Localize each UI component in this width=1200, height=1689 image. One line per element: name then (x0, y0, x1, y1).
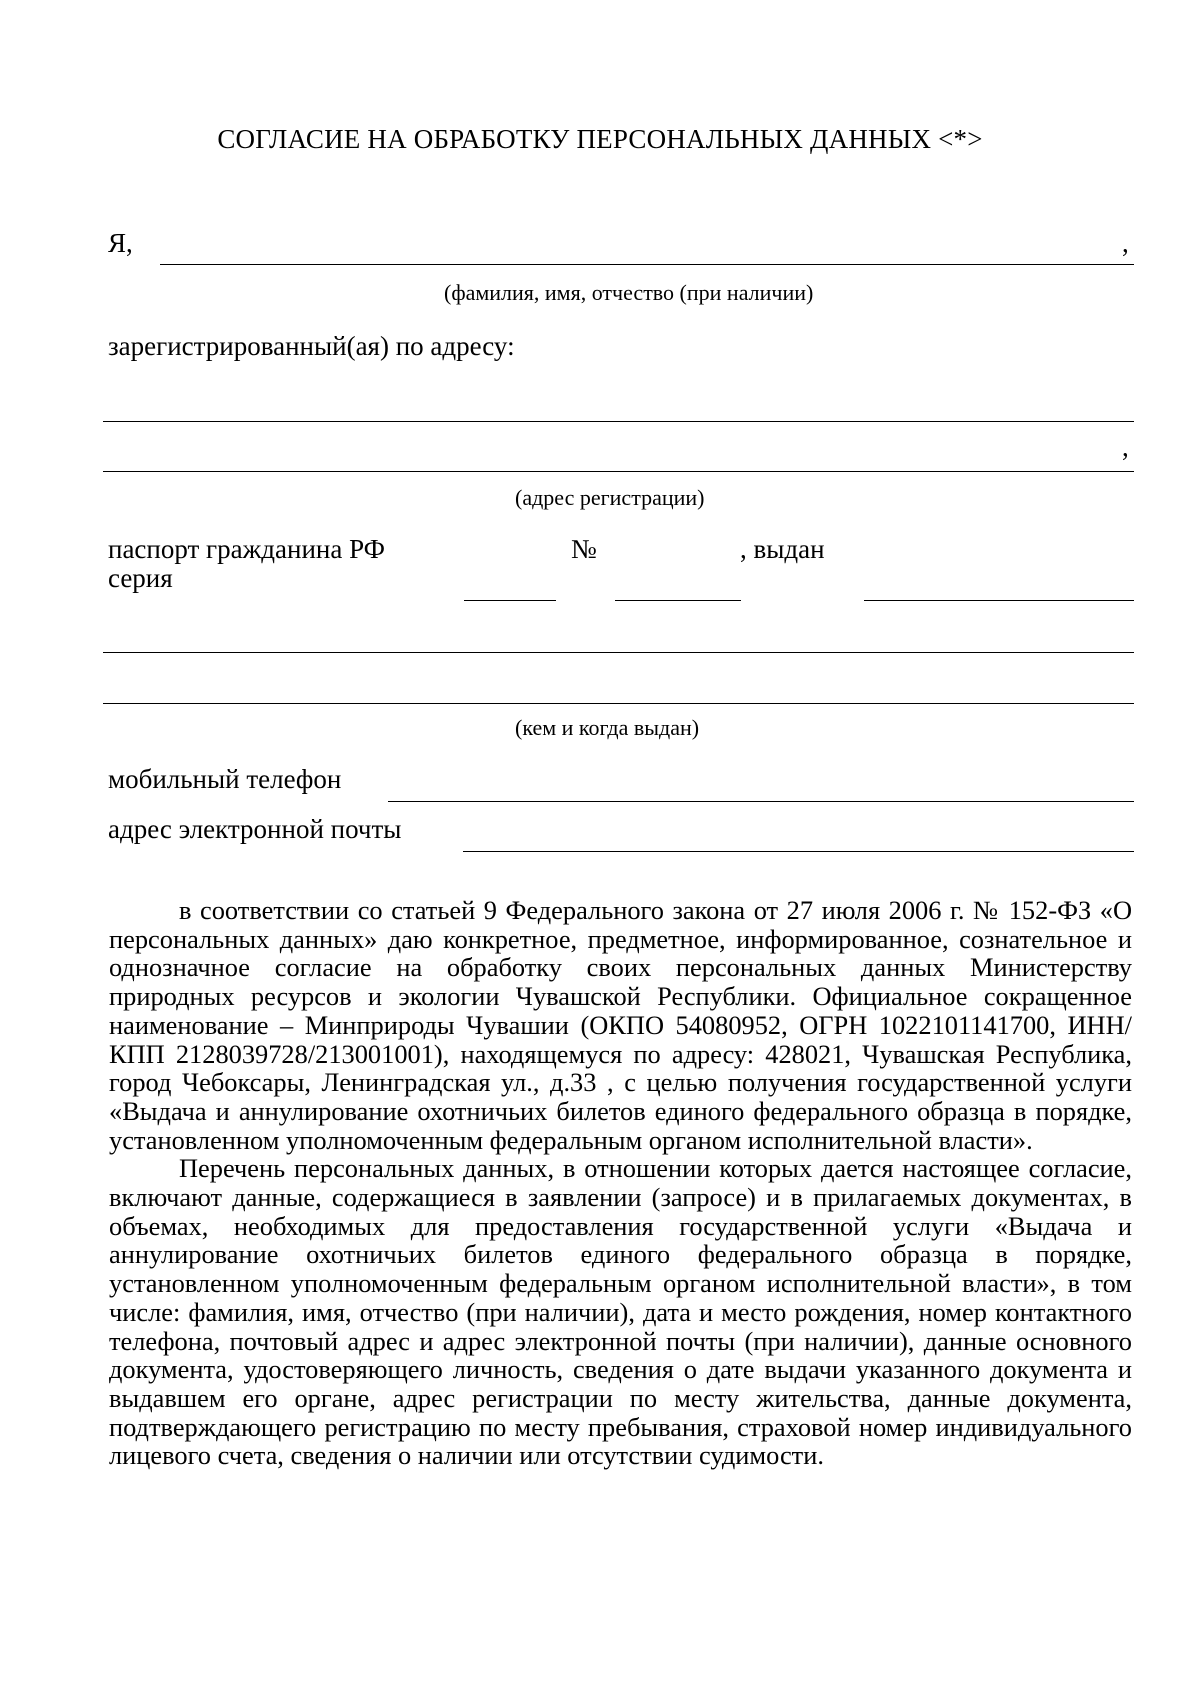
address-line-1 (103, 421, 1134, 422)
phone-line (388, 801, 1134, 802)
issued-label: , выдан (740, 534, 825, 564)
address-caption: (адрес регистрации) (515, 485, 705, 510)
fio-comma: , (1122, 228, 1129, 258)
issued-caption: (кем и когда выдан) (515, 715, 700, 740)
registered-label: зарегистрированный(ая) по адресу: (108, 331, 515, 361)
fio-line (160, 264, 1134, 265)
passport-label: паспорт гражданина РФ (108, 534, 385, 564)
fio-caption: (фамилия, имя, отчество (при наличии) (444, 280, 814, 305)
address-comma: , (1122, 432, 1129, 462)
email-line (463, 851, 1134, 852)
consent-paragraph: в соответствии со статьей 9 Федерального закона от 27 июля 2006 г. № 152-ФЗ «О персональных данных» даю конкретное, предметное, информированное, сознательное и однозначное согласие на обработку своих персональных данных Министерству природных ресурсов и экологии Чувашской Республики. Официальное сокращенное наименование – Минприроды Чувашии (ОКПО 54080952, ОГРН 1022101141700, ИНН/КПП 2128039728/213001001), находящемуся по адресу: 428021, Чувашская Республика, город Чебоксары, Ленинградская ул., д.33 , с целью получения государственной услуги «Выдача и аннулирование охотничьих билетов единого федерального образца в порядке, установленном уполномоченным федеральным органом исполнительной власти». (109, 895, 1132, 1155)
i-label: Я, (108, 228, 133, 258)
series-label: серия (108, 563, 173, 593)
personal-data-list-paragraph: Перечень персональных данных, в отношении которых дается настоящее согласие, включают данные, содержащиеся в заявлении (запросе) и в прилагаемых документах, в объемах, необходимых для предоставления государственной услуги «Выдача и аннулирование охотничьих билетов единого федерального образца в порядке, установленном уполномоченным федеральным органом исполнительной власти», в том числе: фамилия, имя, отчество (при наличии), дата и место рождения, номер контактного телефона, почтовый адрес и адрес электронной почты (при наличии), данные основного документа, удостоверяющего личность, сведения о дате выдачи указанного документа и выдавшем его органе, адрес регистрации по месту жительства, данные документа, подтверждающего регистрацию по месту пребывания, страховой номер индивидуального лицевого счета, сведения о наличии или отсутствии судимости. (109, 1153, 1132, 1471)
consent-body (109, 896, 1132, 1470)
document-title: СОГЛАСИЕ НА ОБРАБОТКУ ПЕРСОНАЛЬНЫХ ДАННЫХ <*> (217, 124, 983, 154)
number-label: № (571, 534, 597, 564)
address-line-2 (103, 471, 1134, 472)
email-label: адрес электронной почты (108, 814, 402, 844)
issued-by-line-2 (103, 703, 1134, 704)
passport-series-line (464, 600, 556, 601)
passport-issued-line (864, 600, 1134, 601)
phone-label: мобильный телефон (108, 764, 342, 794)
passport-number-line (615, 600, 741, 601)
issued-by-line-1 (103, 652, 1134, 653)
